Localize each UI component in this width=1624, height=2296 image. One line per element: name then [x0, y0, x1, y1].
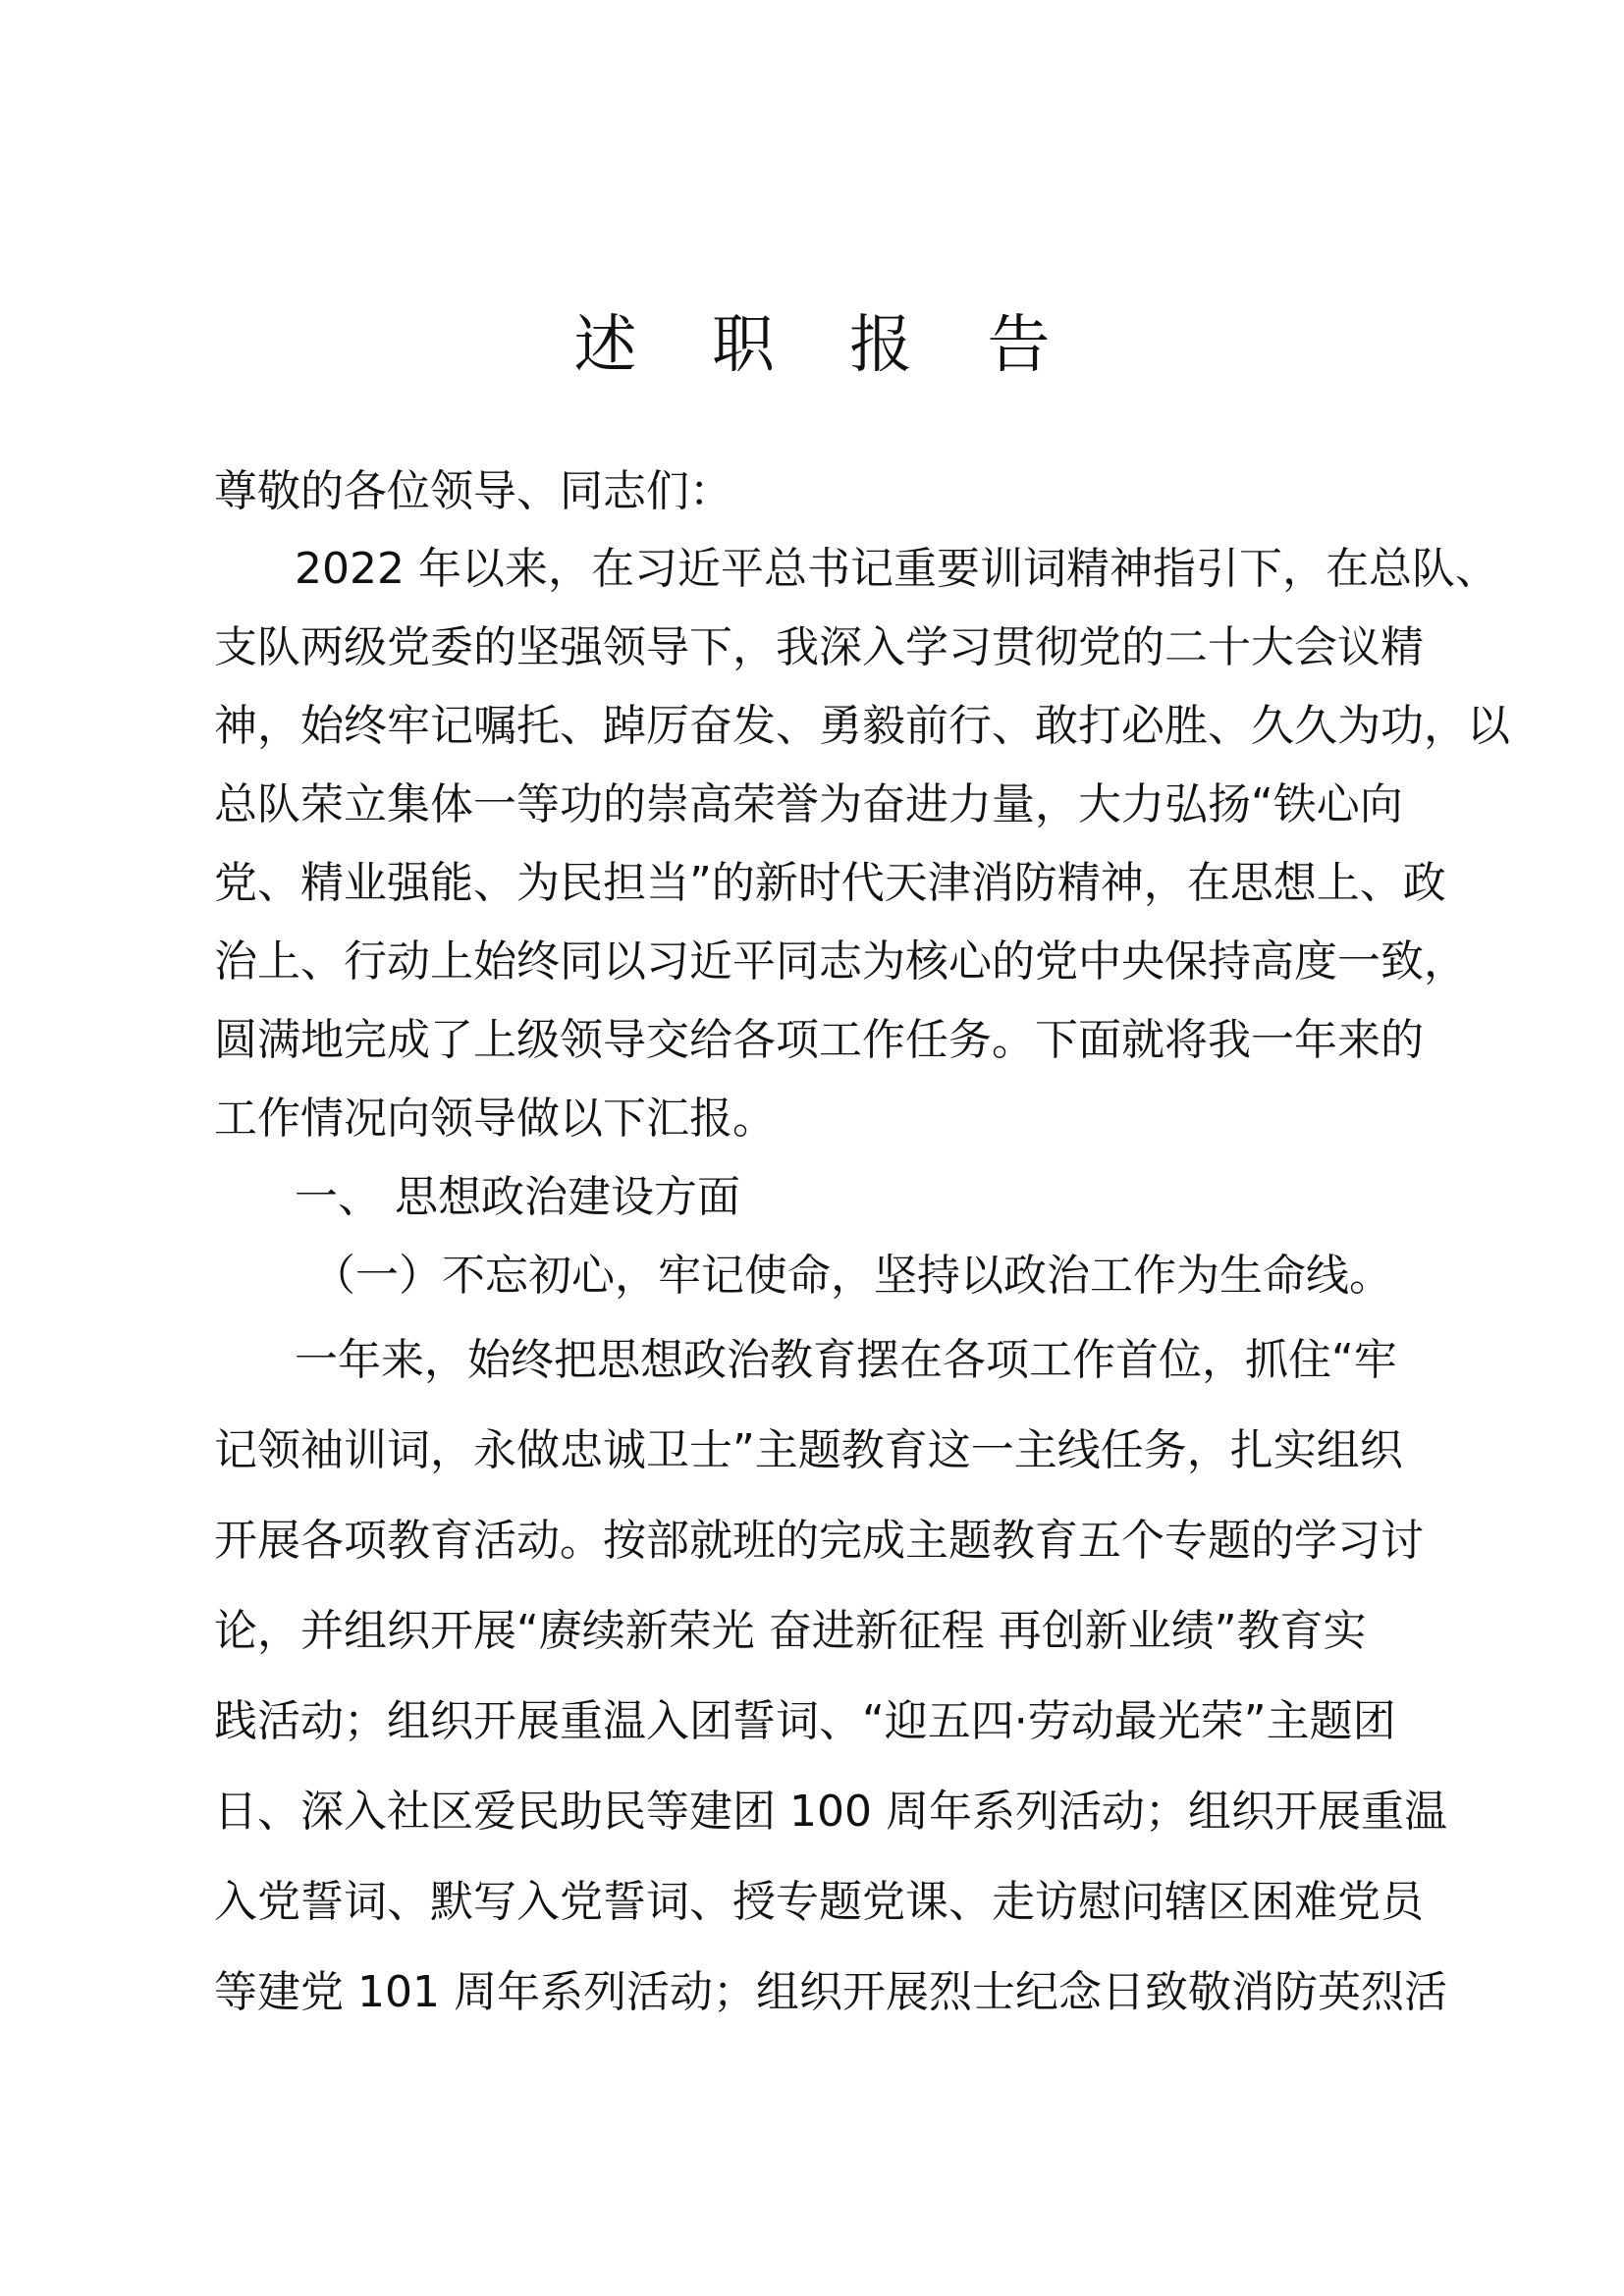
paragraph-line-6: 日、深入社区爱民助民等建团 100 周年系列活动；组织开展重温 [214, 1787, 1447, 1837]
paragraph-line-1: 一年来，始终把思想政治教育摆在各项工作首位，抓住“牢 [295, 1335, 1397, 1385]
intro-line-3: 神，始终牢记嘱托、踔厉奋发、勇毅前行、敢打必胜、久久为功，以 [214, 701, 1510, 751]
paragraph-line-2: 记领袖训词，永做忠诚卫士”主题教育这一主线任务，扎实组织 [214, 1425, 1403, 1475]
intro-line-1: 2022 年以来，在习近平总书记重要训词精神指引下，在总队、 [295, 544, 1498, 594]
intro-line-5: 党、精业强能、为民担当”的新时代天津消防精神，在思想上、政 [214, 858, 1446, 908]
section-heading-1: 一、 思想政治建设方面 [295, 1172, 740, 1222]
intro-line-8: 工作情况向领导做以下汇报。 [214, 1094, 776, 1144]
intro-line-2: 支队两级党委的坚强领导下，我深入学习贯彻党的二十大会议精 [214, 622, 1424, 672]
intro-line-6: 治上、行动上始终同以习近平同志为核心的党中央保持高度一致， [214, 936, 1467, 987]
intro-line-7: 圆满地完成了上级领导交给各项工作任务。下面就将我一年来的 [214, 1015, 1424, 1065]
subsection-heading-1: （一）不忘初心，牢记使命，坚持以政治工作为生命线。 [312, 1251, 1392, 1301]
salutation: 尊敬的各位领导、同志们： [214, 466, 732, 516]
paragraph-line-8: 等建党 101 周年系列活动；组织开展烈士纪念日致敬消防英烈活 [214, 1967, 1447, 2017]
document-title: 述 职 报 告 [573, 309, 1078, 382]
paragraph-line-3: 开展各项教育活动。按部就班的完成主题教育五个专题的学习讨 [214, 1516, 1424, 1566]
paragraph-line-7: 入党誓词、默写入党誓词、授专题党课、走访慰问辖区困难党员 [214, 1877, 1424, 1927]
paragraph-line-5: 践活动；组织开展重温入团誓词、“迎五四·劳动最光荣”主题团 [214, 1696, 1396, 1746]
paragraph-line-4: 论，并组织开展“赓续新荣光 奋进新征程 再创新业绩”教育实 [214, 1606, 1367, 1656]
intro-line-4: 总队荣立集体一等功的崇高荣誉为奋进力量，大力弘扬“铁心向 [214, 779, 1403, 829]
